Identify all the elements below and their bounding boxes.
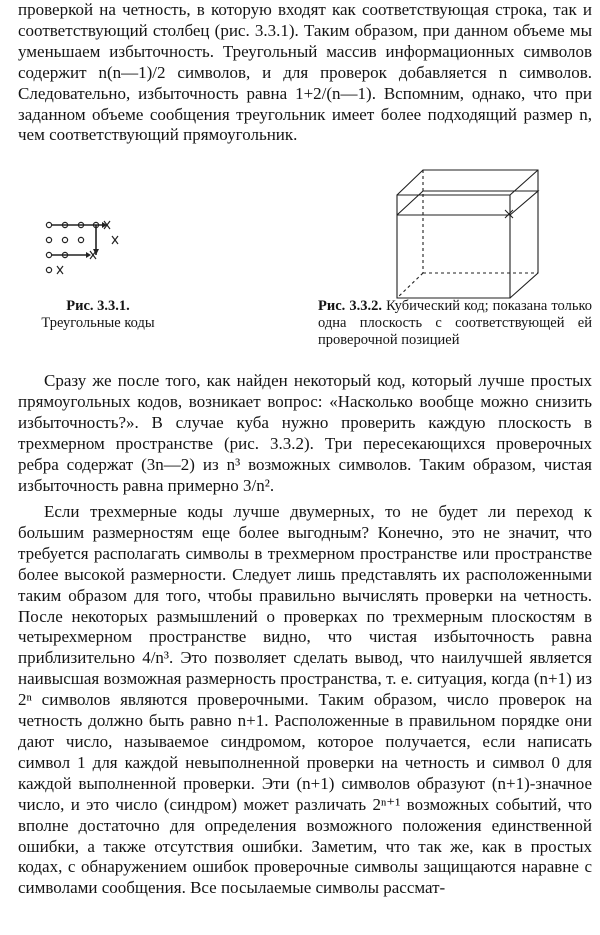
figure-3-3-1-text: Треугольные коды — [41, 315, 155, 331]
figure-3-3-1-caption — [18, 298, 178, 332]
figure-3-3-2-text: Кубический код; показана только одна плоскость с соответствующей ей проверочной позицией — [318, 298, 593, 348]
paragraph-2: Сразу же после того, как найден некоторый код, который лучше простых прямоугольных кодов, возникает вопрос: «Насколько вообще можно снизить избыточность?». В случае куба нужно проверить каждую плоскость в трехмерном пространстве (рис. 3.3.2). Три пересекающихся проверочных ребра содержат (3n—2) из n³ возможных символов. Таким образом, чистая избыточность равна примерно 3/n². — [18, 371, 592, 495]
cubic-code-figure — [395, 165, 595, 300]
paragraph-1: проверкой на четность, в которую входят как соответствующая строка, так и соответствующий столбец (рис. 3.3.1). Таким образом, при данном объеме мы уменьшаем избыточность. Треугольный массив информационных символов содержит n(n—1)/2 символов, и для проверок добавляется n символов. Следовательно, избыточность равна 1+2/(n—1). Вспомним, однако, что при заданном объеме сообщения треугольник имеет более подходящий размер n, чем соответствующий прямоугольник. — [18, 0, 592, 145]
figure-3-3-2-caption — [318, 298, 592, 349]
figure-3-3-1-label: Рис. 3.3.1. — [66, 298, 130, 314]
paragraph-3: Если трехмерные коды лучше двумерных, то не будет ли переход к большим размерностям еще более выгодным? Конечно, это не значит, что требуется располагать символы в трехмерном пространстве или пространстве более высокой размерности. Следует лишь представлять их расположенными таким образом для того, чтобы правильно вычислять проверки на четность. После некоторых размышлений о проверках по трехмерным плоскостям в четырехмерном пространстве видно, что чистая избыточность равна приблизительно 4/n³. Это позволяет сделать вывод, что наилучшей является наивысшая возможная размерность пространства, т. е. ситуация, когда (n+1) из 2ⁿ символов являются проверочными. Таким образом, число проверок на четность должно быть равно n+1. Расположенные в правильном порядке они дают число, называемое синдромом, которое получается, если написать символ 1 для каждой невыполненной проверки на четность и символ 0 для каждой выполненной проверки. Эти (n+1) символов образуют (n+1)-значное число, и это число (синдром) может различать 2ⁿ⁺¹ возможных событий, что вполне достаточно для определения возможного положения единственной ошибки, а также отсутствия ошибки. Заметим, что так же, как в простых кодах, с обнаружением ошибок проверочные символы защищаются наравне с символами сообщения. Все посылаемые символы рассмат- — [18, 502, 592, 898]
figure-3-3-2-label: Рис. 3.3.2. — [318, 298, 382, 314]
triangular-code-figure — [40, 218, 140, 276]
